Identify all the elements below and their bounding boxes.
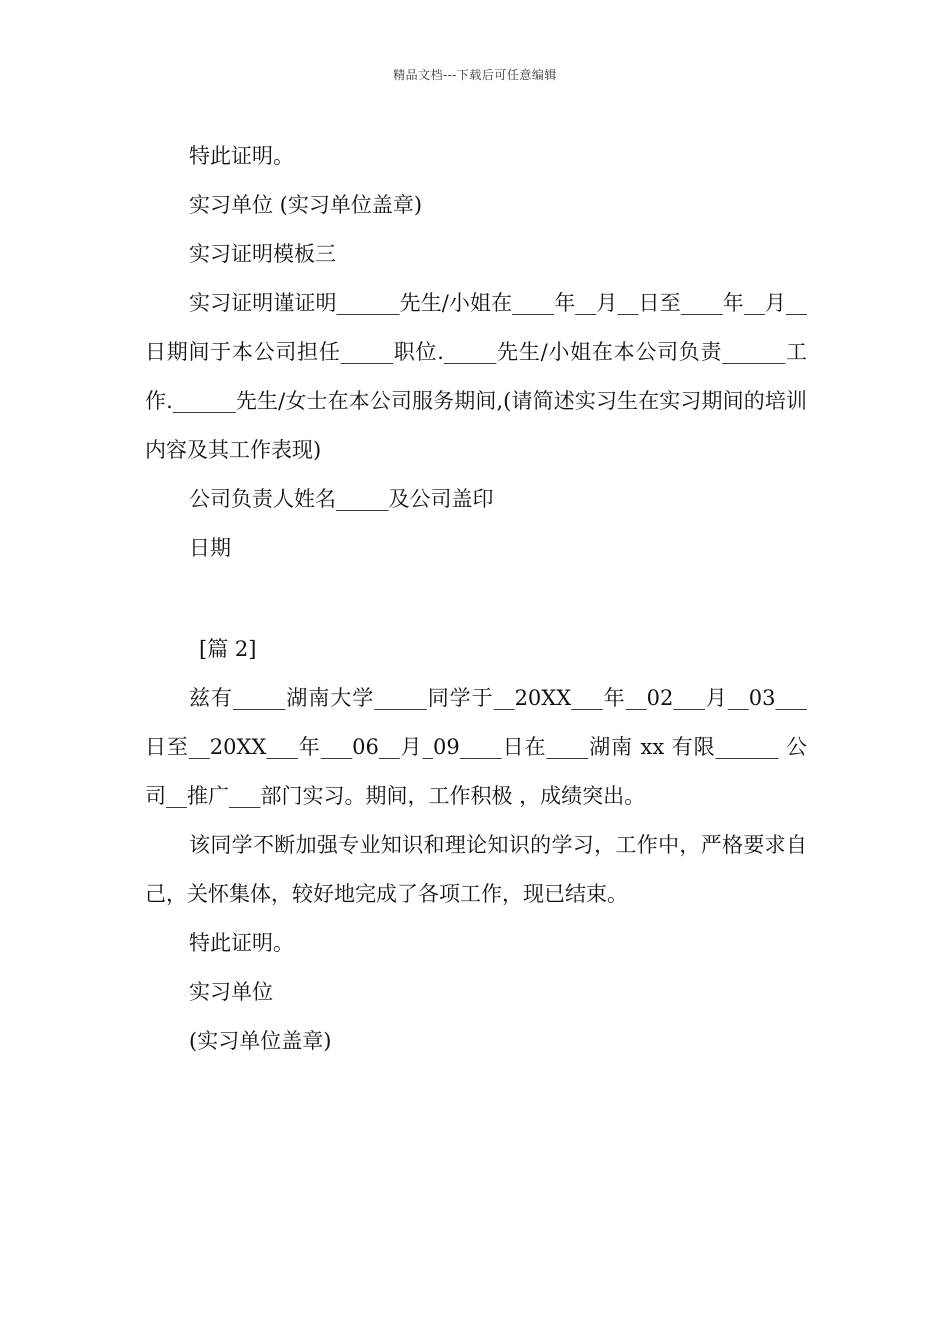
paragraph-certify: 特此证明。 bbox=[189, 144, 294, 168]
paragraph-certificate-body: 实习证明谨证明______先生/小姐在____年__月__日至____年__月__日期间于本公司担任_____职位._____先生/小姐在本公司负责______工作.______先生/女士在本公司服务期间,(请简述实习生在实习期间的培训内容及其工作表现) bbox=[145, 291, 807, 462]
paragraph-evaluation: 该同学不断加强专业知识和理论知识的学习，工作中，严格要求自己，关怀集体，较好地完成了各项工作，现已结束。 bbox=[145, 833, 807, 906]
paragraph-company-signature: 公司负责人姓名_____及公司盖印 bbox=[189, 487, 494, 511]
paragraph-template-title: 实习证明模板三 bbox=[189, 242, 336, 266]
paragraph-internship-statement: 兹有_____湖南大学_____同学于__20XX___年__02___月__03___日至__20XX___年___06__月_09____日在____湖南 xx 有限______ 公司__推广___部门实习。期间，工作积极 ，成绩突出。 bbox=[145, 686, 807, 808]
paragraph-unit-seal: 实习单位 (实习单位盖章) bbox=[189, 193, 423, 217]
section-spacer bbox=[145, 573, 807, 625]
paragraph-certify-2: 特此证明。 bbox=[189, 931, 294, 955]
paragraph-unit: 实习单位 bbox=[189, 980, 273, 1004]
paragraph-seal: (实习单位盖章) bbox=[189, 1029, 332, 1053]
paragraph-date: 日期 bbox=[189, 536, 231, 560]
section-title: [篇 2] bbox=[199, 637, 257, 661]
page-header: 精品文档---下载后可任意编辑 bbox=[393, 68, 557, 82]
document-body bbox=[145, 132, 807, 1066]
